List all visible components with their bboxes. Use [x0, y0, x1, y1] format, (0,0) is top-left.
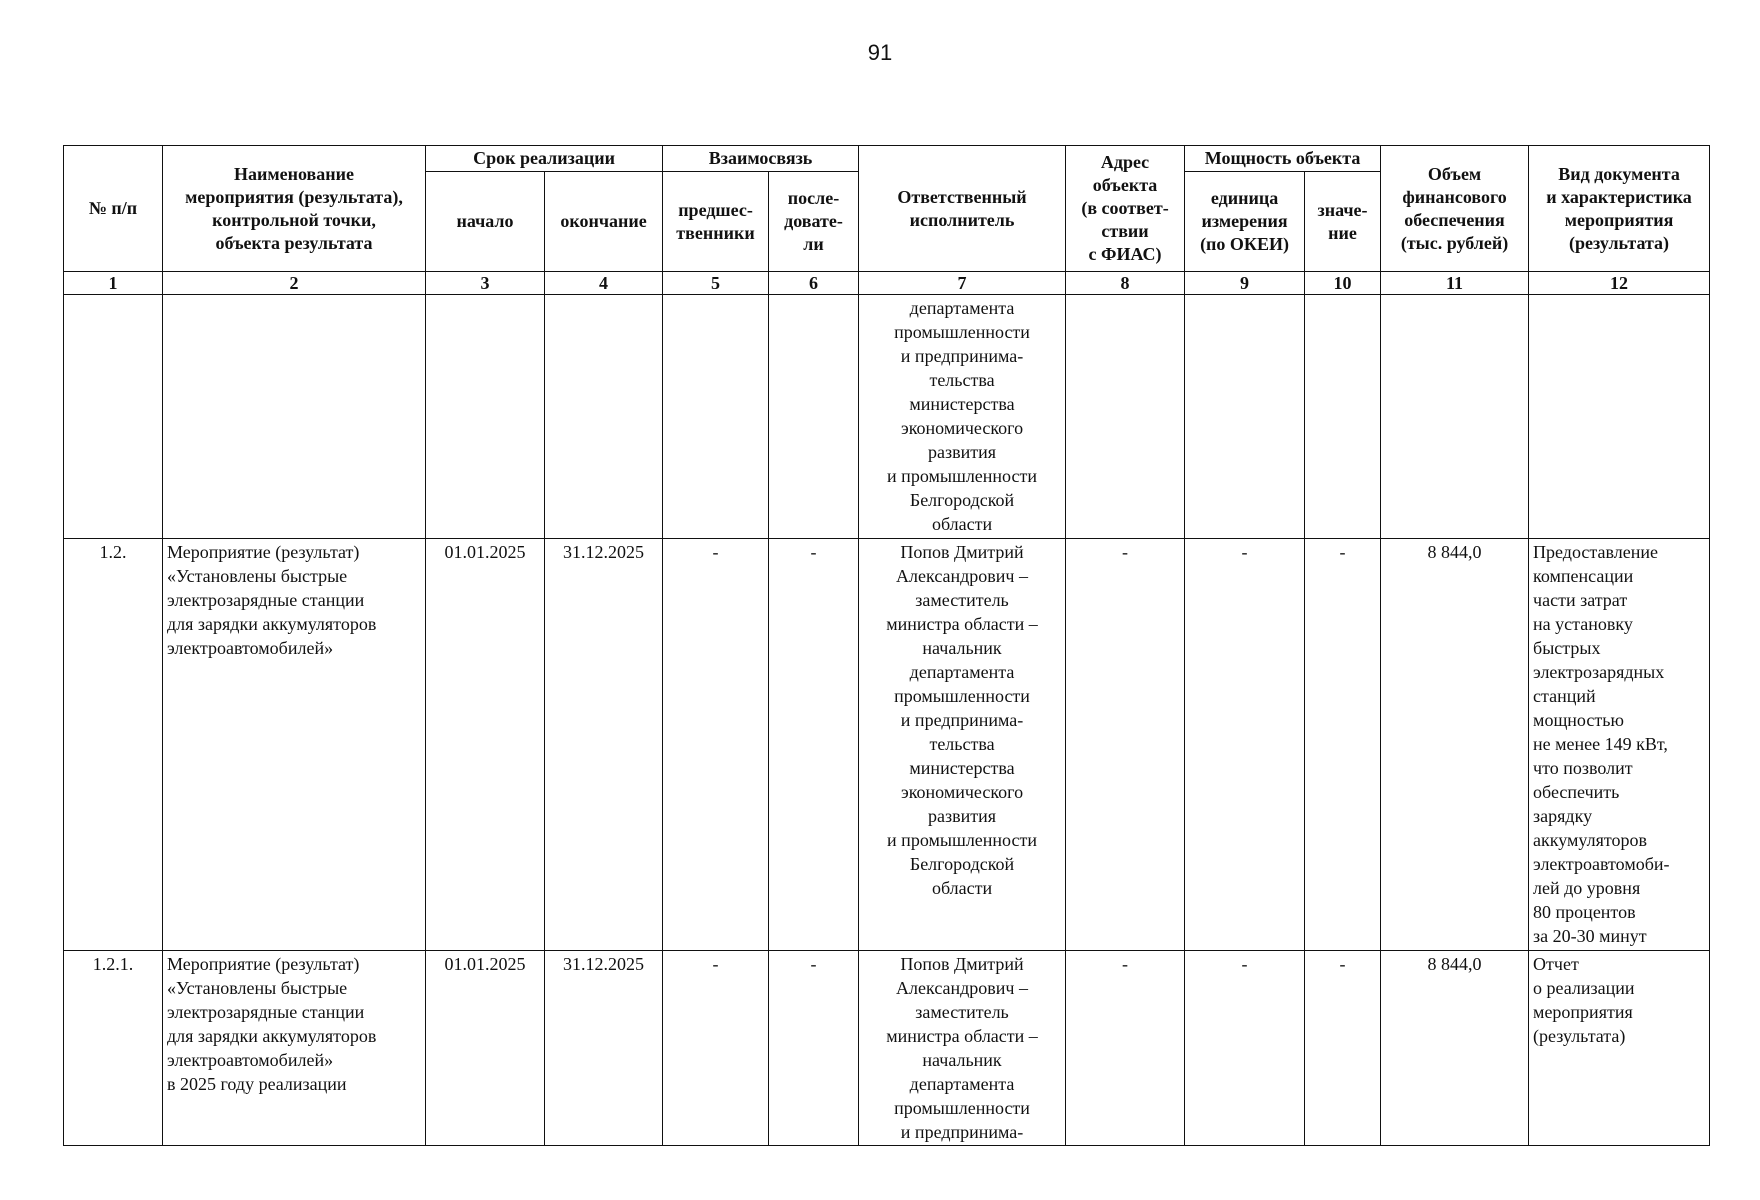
table-row — [64, 539, 1710, 951]
cell-unit: - — [1185, 951, 1305, 1146]
cell-unit: - — [1185, 539, 1305, 951]
cell-start — [426, 295, 545, 539]
cell-doc-type — [1529, 295, 1710, 539]
cell-responsible: департамента промышленности и предпринима- тельства министерства экономического развития и промышленности Белгородской области — [859, 295, 1066, 539]
column-number: 12 — [1529, 272, 1710, 295]
header-value: значе- ние — [1305, 172, 1381, 272]
cell-volume: 8 844,0 — [1381, 951, 1529, 1146]
header-name: Наименование мероприятия (результата), контрольной точки, объекта результата — [163, 146, 426, 272]
cell-num: 1.2. — [64, 539, 163, 951]
cell-value: - — [1305, 951, 1381, 1146]
header-capacity-group: Мощность объекта — [1185, 146, 1381, 172]
cell-name: Мероприятие (результат) «Установлены быстрые электрозарядные станции для зарядки аккумуляторов электроавтомобилей» — [163, 539, 426, 951]
cell-address: - — [1066, 539, 1185, 951]
cell-end: 31.12.2025 — [545, 951, 663, 1146]
cell-start: 01.01.2025 — [426, 539, 545, 951]
cell-successors: - — [769, 951, 859, 1146]
header-num: № п/п — [64, 146, 163, 272]
cell-responsible: Попов Дмитрий Александрович – заместитель министра области – начальник департамента промышленности и предпринима- тельства министерства экономического развития и промышленности Белгородской области — [859, 539, 1066, 951]
cell-responsible: Попов Дмитрий Александрович – заместитель министра области – начальник департамента промышленности и предпринима- — [859, 951, 1066, 1146]
column-number: 11 — [1381, 272, 1529, 295]
cell-unit — [1185, 295, 1305, 539]
header-link-group: Взаимосвязь — [663, 146, 859, 172]
header-responsible: Ответственный исполнитель — [859, 146, 1066, 272]
column-number: 7 — [859, 272, 1066, 295]
cell-value: - — [1305, 539, 1381, 951]
cell-volume: 8 844,0 — [1381, 539, 1529, 951]
cell-volume — [1381, 295, 1529, 539]
cell-num: 1.2.1. — [64, 951, 163, 1146]
cell-predecessors: - — [663, 951, 769, 1146]
header-start: начало — [426, 172, 545, 272]
column-number: 6 — [769, 272, 859, 295]
cell-doc-type: Отчет о реализации мероприятия (результата) — [1529, 951, 1710, 1146]
column-number: 10 — [1305, 272, 1381, 295]
header-row-top — [64, 146, 1710, 172]
table-row — [64, 295, 1710, 539]
cell-doc-type: Предоставление компенсации части затрат на установку быстрых электрозарядных станций мощностью не менее 149 кВт, что позволит обеспечить зарядку аккумуляторов электроавтомоби- лей до уровня 80 процентов за 20-30 минут — [1529, 539, 1710, 951]
column-number: 9 — [1185, 272, 1305, 295]
table-row — [64, 951, 1710, 1146]
cell-name — [163, 295, 426, 539]
cell-name: Мероприятие (результат) «Установлены быстрые электрозарядные станции для зарядки аккумуляторов электроавтомобилей» в 2025 году реализации — [163, 951, 426, 1146]
page-number: 91 — [867, 40, 893, 65]
header-successors: после- довате- ли — [769, 172, 859, 272]
header-predecessors: предшес- твенники — [663, 172, 769, 272]
header-address: Адрес объекта (в соответ- ствии с ФИАС) — [1066, 146, 1185, 272]
cell-end: 31.12.2025 — [545, 539, 663, 951]
header-term-group: Срок реализации — [426, 146, 663, 172]
cell-num — [64, 295, 163, 539]
column-number: 2 — [163, 272, 426, 295]
cell-end — [545, 295, 663, 539]
column-number-row — [64, 272, 1710, 295]
header-end: окончание — [545, 172, 663, 272]
header-volume: Объем финансового обеспечения (тыс. рублей) — [1381, 146, 1529, 272]
cell-address — [1066, 295, 1185, 539]
column-number: 4 — [545, 272, 663, 295]
header-unit: единица измерения (по ОКЕИ) — [1185, 172, 1305, 272]
cell-start: 01.01.2025 — [426, 951, 545, 1146]
header-doc-type: Вид документа и характеристика мероприятия (результата) — [1529, 146, 1710, 272]
column-number: 1 — [64, 272, 163, 295]
column-number: 5 — [663, 272, 769, 295]
plan-table — [63, 145, 1710, 1146]
cell-predecessors: - — [663, 539, 769, 951]
cell-predecessors — [663, 295, 769, 539]
cell-successors — [769, 295, 859, 539]
cell-value — [1305, 295, 1381, 539]
column-number: 8 — [1066, 272, 1185, 295]
column-number: 3 — [426, 272, 545, 295]
cell-address: - — [1066, 951, 1185, 1146]
cell-successors: - — [769, 539, 859, 951]
